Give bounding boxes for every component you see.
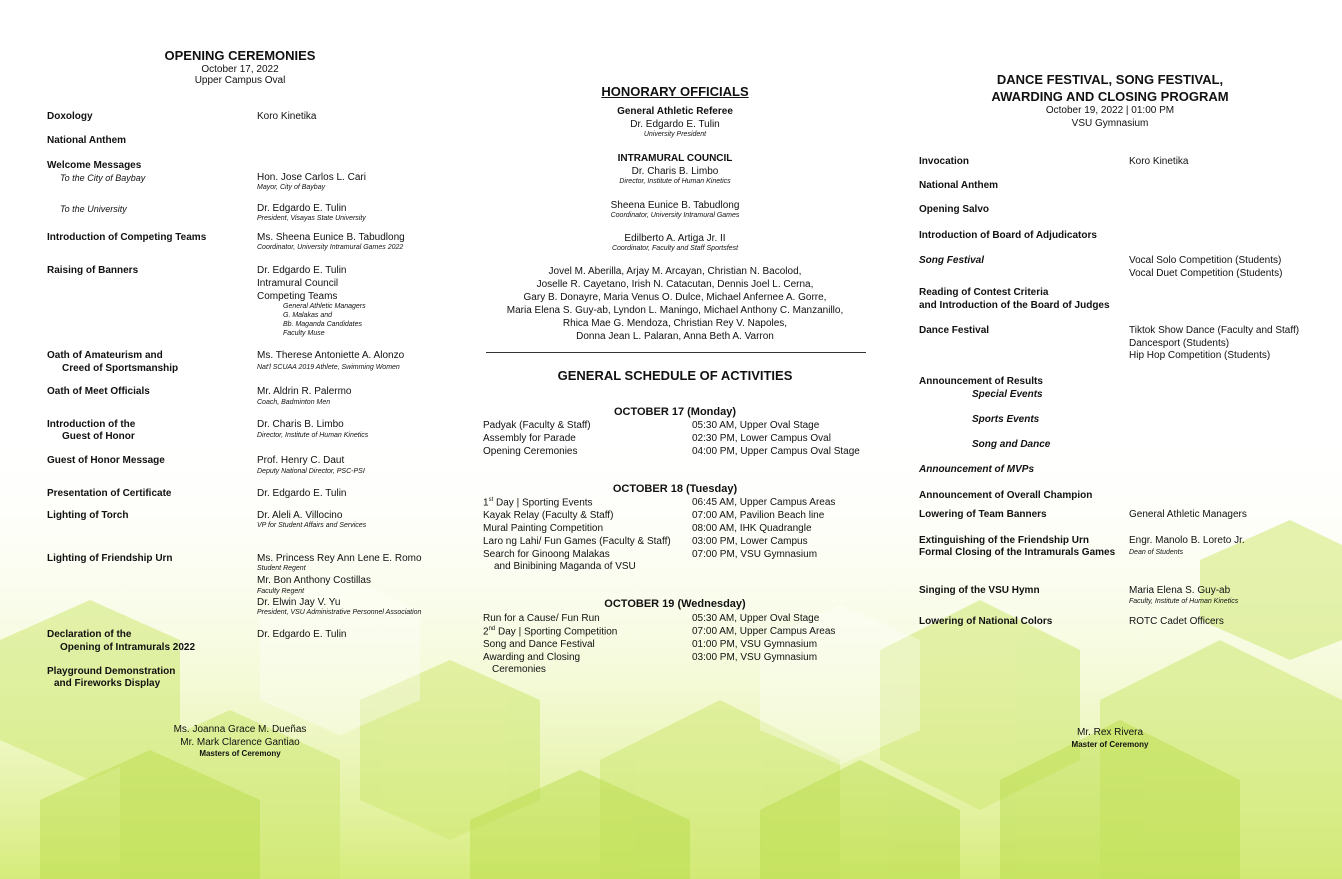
schedule-time: 06:45 AM, Upper Campus Areas <box>692 497 836 508</box>
program-item-note: VP for Student Affairs and Services <box>257 522 367 529</box>
master-of-ceremony-name: Mr. Mark Clarence Gantiao <box>180 737 300 748</box>
council-member-note: Director, Institute of Human Kinetics <box>619 178 731 185</box>
program-item-value: Ms. Therese Antoniette A. Alonzo <box>257 350 405 361</box>
program-item-label: Opening Salvo <box>919 204 990 215</box>
schedule-time: 07:00 AM, Upper Campus Areas <box>692 626 836 637</box>
schedule-time: 03:00 PM, Lower Campus <box>692 536 808 547</box>
program-item-label: and Fireworks Display <box>54 678 161 689</box>
program-item-note: Coordinator, University Intramural Games 2022 <box>257 244 404 251</box>
program-item-label: Introduction of Competing Teams <box>47 232 207 243</box>
schedule-time: 07:00 AM, Pavilion Beach line <box>692 510 825 521</box>
council-member-name: Edilberto A. Artiga Jr. II <box>624 233 726 244</box>
program-item-note: Director, Institute of Human Kinetics <box>257 432 369 439</box>
program-item-label: National Anthem <box>47 135 127 146</box>
schedule-event: 2nd Day | Sporting Competition <box>483 626 618 638</box>
program-item-note: Dean of Students <box>1129 549 1184 556</box>
schedule-event: Song and Dance Festival <box>483 639 595 650</box>
master-of-ceremony-role: Masters of Ceremony <box>199 749 281 758</box>
program-item-note: Deputy National Director, PSC-PSI <box>257 468 365 475</box>
program-item-label: Lighting of Friendship Urn <box>47 553 173 564</box>
council-members-line: Maria Elena S. Guy-ab, Lyndon L. Maningo, Michael Anthony C. Manzanillo, <box>506 305 844 316</box>
program-item-value: Ms. Sheena Eunice B. Tabudlong <box>257 232 405 243</box>
program-item-note: Bb. Maganda Candidates <box>283 321 362 328</box>
program-item-note: Coach, Badminton Men <box>257 399 331 406</box>
schedule-event: Awarding and Closing <box>483 652 581 663</box>
program-item-label: Announcement of Results <box>919 376 1043 387</box>
program-subitem: Sports Events <box>972 414 1040 425</box>
schedule-event: Mural Painting Competition <box>483 523 604 534</box>
referee-note: University President <box>643 131 707 138</box>
program-item-value: Dr. Edgardo E. Tulin <box>257 488 347 499</box>
schedule-event: Search for Ginoong Malakas <box>483 549 610 560</box>
program-item-value: Maria Elena S. Guy-ab <box>1129 585 1231 596</box>
schedule-day-heading: OCTOBER 17 (Monday) <box>613 406 737 418</box>
council-member-note: Coordinator, Faculty and Staff Sportsfest <box>611 245 739 252</box>
master-of-ceremony-name: Ms. Joanna Grace M. Dueñas <box>173 724 307 735</box>
program-item-note: President, VSU Administrative Personnel Association <box>257 609 422 616</box>
program-item-label: Lowering of Team Banners <box>919 509 1047 520</box>
program-item-label: Song Festival <box>919 255 985 266</box>
program-subitem: To the University <box>60 204 127 214</box>
schedule-event: Opening Ceremonies <box>483 446 578 457</box>
program-item-value: Vocal Solo Competition (Students) <box>1129 255 1282 266</box>
program-item-label: National Anthem <box>919 180 999 191</box>
program-item-value: Dr. Edgardo E. Tulin <box>257 265 347 276</box>
program-item-label: Doxology <box>47 111 93 122</box>
program-item-label: Announcement of Overall Champion <box>919 490 1093 501</box>
program-item-value: Dr. Aleli A. Villocino <box>257 510 343 521</box>
program-item-value: Competing Teams <box>257 291 338 302</box>
schedule-time: 05:30 AM, Upper Oval Stage <box>692 420 820 431</box>
program-item-value: Tiktok Show Dance (Faculty and Staff) <box>1129 325 1300 336</box>
program-item-label: Extinguishing of the Friendship Urn <box>919 535 1089 546</box>
program-item-value: Hip Hop Competition (Students) <box>1129 350 1271 361</box>
program-item-label: Oath of Amateurism and <box>47 350 163 361</box>
program-item-note: Faculty Regent <box>257 588 305 595</box>
schedule-time: 02:30 PM, Lower Campus Oval <box>692 433 831 444</box>
schedule-event: Kayak Relay (Faculty & Staff) <box>483 510 614 521</box>
schedule-time: 08:00 AM, IHK Quadrangle <box>692 523 812 534</box>
program-item-value: Dr. Charis B. Limbo <box>257 419 344 430</box>
schedule-title: GENERAL SCHEDULE OF ACTIVITIES <box>557 368 793 383</box>
council-members-line: Gary B. Donayre, Maria Venus O. Dulce, Michael Anfernee A. Gorre, <box>523 292 827 303</box>
schedule-event: 1st Day | Sporting Events <box>483 497 593 509</box>
program-item-label: Opening of Intramurals 2022 <box>60 642 196 653</box>
honorary-title: HONORARY OFFICIALS <box>601 84 749 99</box>
program-item-label: Introduction of Board of Adjudicators <box>919 230 1097 241</box>
council-members-line: Donna Jean L. Palaran, Anna Beth A. Varron <box>576 331 774 342</box>
program-item-value: Dr. Elwin Jay V. Yu <box>257 597 341 608</box>
program-item-note: General Athletic Managers <box>283 303 366 310</box>
program-item-note: President, Visayas State University <box>257 215 366 222</box>
program-item-label: and Introduction of the Board of Judges <box>919 300 1110 311</box>
schedule-time: 05:30 AM, Upper Oval Stage <box>692 613 820 624</box>
closing-venue: VSU Gymnasium <box>1071 118 1149 129</box>
program-item-label: Playground Demonstration <box>47 666 176 677</box>
program-item-note: Student Regent <box>257 565 306 572</box>
program-item-note: G. Malakas and <box>283 312 333 319</box>
program-item-note: Mayor, City of Baybay <box>257 184 326 191</box>
council-members-line: Rhica Mae G. Mendoza, Christian Rey V. Napoles, <box>562 318 788 329</box>
council-member-name: Dr. Charis B. Limbo <box>631 166 719 177</box>
program-subitem: Song and Dance <box>972 439 1051 450</box>
program-item-value: Koro Kinetika <box>1129 156 1189 167</box>
program-item-label: Singing of the VSU Hymn <box>919 585 1040 596</box>
schedule-event: Ceremonies <box>492 664 546 675</box>
program-item-label: Creed of Sportsmanship <box>62 363 179 374</box>
program-item-value: Engr. Manolo B. Loreto Jr. <box>1129 535 1245 546</box>
schedule-day-heading: OCTOBER 19 (Wednesday) <box>604 598 746 610</box>
program-item-label: Guest of Honor Message <box>47 455 165 466</box>
schedule-event: and Binibining Maganda of VSU <box>494 561 636 572</box>
council-members-line: Jovel M. Aberilla, Arjay M. Arcayan, Christian N. Bacolod, <box>548 266 802 277</box>
program-item-note: Faculty Muse <box>283 330 325 337</box>
schedule-event: Laro ng Lahi/ Fun Games (Faculty & Staff) <box>483 536 671 547</box>
master-of-ceremony-role: Master of Ceremony <box>1071 740 1149 749</box>
program-item-label: Introduction of the <box>47 419 136 430</box>
program-item-value: Koro Kinetika <box>257 111 317 122</box>
council-members-line: Joselle R. Cayetano, Irish N. Catacutan, Dennis Joel L. Cerna, <box>536 279 814 290</box>
closing-date: October 19, 2022 | 01:00 PM <box>1045 105 1175 116</box>
program-item-value: ROTC Cadet Officers <box>1129 616 1224 627</box>
program-item-value: Prof. Henry C. Daut <box>257 455 345 466</box>
schedule-time: 04:00 PM, Upper Campus Oval Stage <box>692 446 860 457</box>
program-item-label: Reading of Contest Criteria <box>919 287 1049 298</box>
program-item-label: Oath of Meet Officials <box>47 386 150 397</box>
program-item-label: Guest of Honor <box>62 431 135 442</box>
program-item-value: Mr. Bon Anthony Costillas <box>257 575 371 586</box>
council-member-name: Sheena Eunice B. Tabudlong <box>610 200 740 211</box>
referee-name: Dr. Edgardo E. Tulin <box>630 119 720 130</box>
council-member-note: Coordinator, University Intramural Games <box>610 212 740 219</box>
program-item-label: Declaration of the <box>47 629 132 640</box>
council-title: INTRAMURAL COUNCIL <box>617 153 733 164</box>
closing-title-line1: DANCE FESTIVAL, SONG FESTIVAL, <box>996 72 1224 87</box>
program-item-label: Lighting of Torch <box>47 510 129 521</box>
program-subitem: To the City of Baybay <box>60 173 146 183</box>
program-item-label: Formal Closing of the Intramurals Games <box>919 547 1116 558</box>
program-item-label: Lowering of National Colors <box>919 616 1053 627</box>
schedule-time: 03:00 PM, VSU Gymnasium <box>692 652 818 663</box>
schedule-event: Padyak (Faculty & Staff) <box>483 420 591 431</box>
schedule-event: Assembly for Parade <box>483 433 576 444</box>
program-item-label: Invocation <box>919 156 970 167</box>
master-of-ceremony-name: Mr. Rex Rivera <box>1076 727 1144 738</box>
program-item-note: Faculty, Institute of Human Kinetics <box>1129 598 1239 605</box>
opening-venue: Upper Campus Oval <box>194 75 286 86</box>
program-item-value: Hon. Jose Carlos L. Cari <box>257 172 366 183</box>
program-item-value: Ms. Princess Rey Ann Lene E. Romo <box>257 553 422 564</box>
schedule-event: Run for a Cause/ Fun Run <box>483 613 600 624</box>
program-item-note: Nat'l SCUAA 2019 Athlete, Swimming Women <box>257 364 400 371</box>
program-item-label: Announcement of MVPs <box>919 464 1035 475</box>
program-item-value: Intramural Council <box>257 278 339 289</box>
schedule-time: 07:00 PM, VSU Gymnasium <box>692 549 818 560</box>
program-item-value: Vocal Duet Competition (Students) <box>1129 268 1283 279</box>
closing-title-line2: AWARDING AND CLOSING PROGRAM <box>991 89 1229 104</box>
program-item-label: Dance Festival <box>919 325 990 336</box>
referee-title: General Athletic Referee <box>617 106 733 117</box>
opening-date: October 17, 2022 <box>201 64 279 75</box>
program-item-label: Welcome Messages <box>47 160 142 171</box>
program-item-label: Presentation of Certificate <box>47 488 172 499</box>
program-item-value: Dr. Edgardo E. Tulin <box>257 629 347 640</box>
section-divider <box>486 352 866 353</box>
schedule-day-heading: OCTOBER 18 (Tuesday) <box>612 483 738 495</box>
schedule-time: 01:00 PM, VSU Gymnasium <box>692 639 818 650</box>
program-item-label: Raising of Banners <box>47 265 139 276</box>
program-item-value: General Athletic Managers <box>1129 509 1247 520</box>
program-subitem: Special Events <box>972 389 1043 400</box>
program-item-value: Mr. Aldrin R. Palermo <box>257 386 352 397</box>
program-item-value: Dancesport (Students) <box>1129 338 1230 349</box>
program-item-value: Dr. Edgardo E. Tulin <box>257 203 347 214</box>
opening-title: OPENING CEREMONIES <box>164 48 316 63</box>
